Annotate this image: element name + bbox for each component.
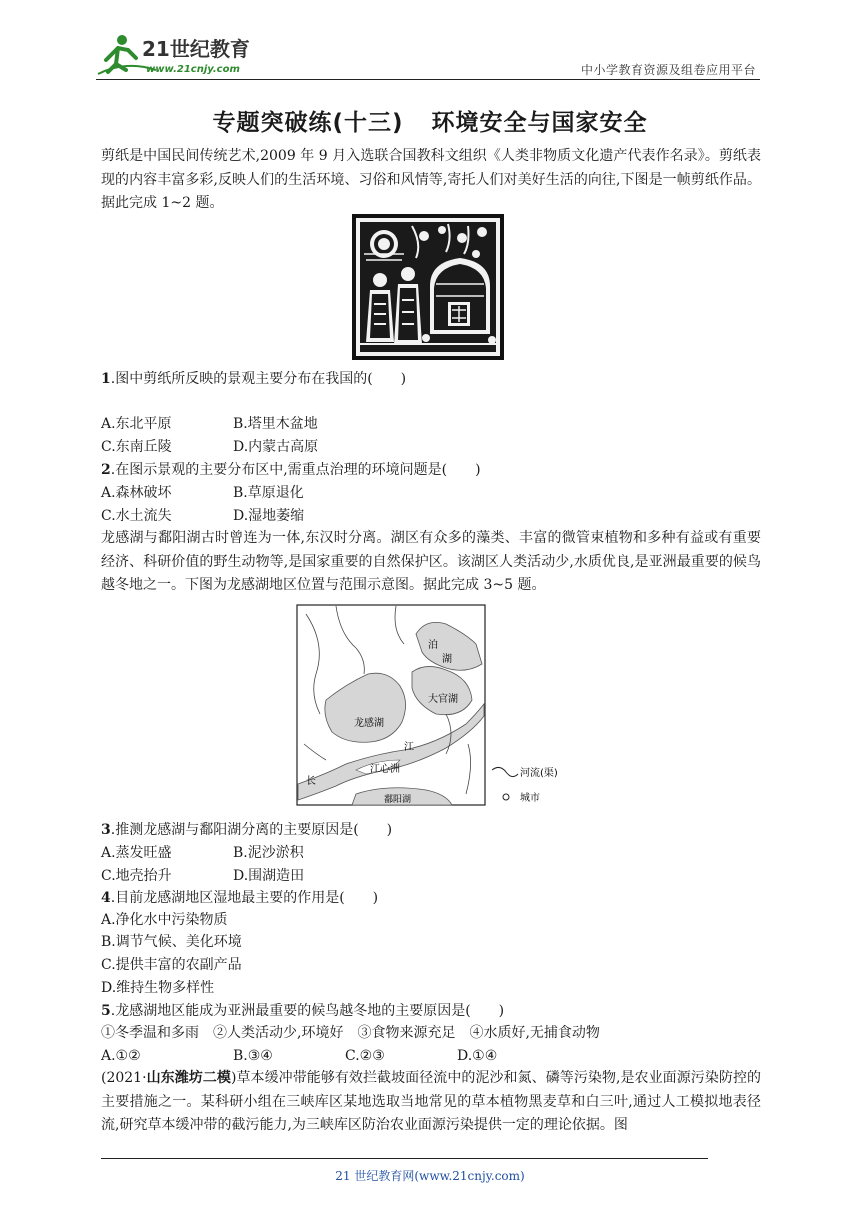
legend-river-icon (492, 767, 518, 776)
q1-option-d[interactable]: D.内蒙古高原 (233, 439, 319, 455)
q5-option-c[interactable]: C.②③ (345, 1048, 385, 1064)
q3-option-b[interactable]: B.泥沙淤积 (233, 845, 304, 861)
q1-option-c[interactable]: C.东南丘陵 (101, 439, 172, 455)
q3-option-a[interactable]: A.蒸发旺盛 (101, 845, 172, 861)
q2-option-d[interactable]: D.湿地萎缩 (233, 508, 305, 524)
label-jiangxinzhou: 江心洲 (370, 764, 400, 775)
platform-name: 中小学教育资源及组卷应用平台 (580, 63, 756, 77)
header-rule (96, 79, 760, 80)
paper-cutting-figure (352, 214, 504, 360)
label-chang: 长 (306, 776, 316, 787)
q5-option-a[interactable]: A.①② (101, 1048, 141, 1064)
intro-buffer-strip: (2021·山东潍坊二模)草本缓冲带能够有效拦截坡面径流中的泥沙和氮、磷等污染物,是农业面源污染防控的主要措施之一。某科研小组在三峡库区某地选取当地常见的草本植物黑麦草和白三叶,通过人工模拟地表径流,研究草本缓冲带的截污能力,为三峡库区防治农业面源污染提供一定的理论依据。图 (101, 1070, 762, 1133)
label-bo: 泊 (428, 640, 438, 651)
q4-option-a[interactable]: A.净化水中污染物质 (101, 912, 228, 928)
footer-link[interactable]: 21 世纪教育网(www.21cnjy.com) (335, 1169, 525, 1183)
q5-option-b[interactable]: B.③④ (233, 1048, 273, 1064)
label-hu: 湖 (442, 654, 452, 665)
legend-river: 河流(渠) (520, 768, 558, 779)
footer-rule (101, 1158, 708, 1159)
q2-option-b[interactable]: B.草原退化 (233, 485, 304, 501)
q1-option-b[interactable]: B.塔里木盆地 (233, 416, 318, 432)
label-jiang: 江 (404, 742, 414, 753)
page-title (0, 104, 860, 137)
q4-option-d[interactable]: D.维持生物多样性 (101, 980, 215, 996)
q2-option-a[interactable]: A.森林破坏 (101, 485, 172, 501)
label-dagong: 大官湖 (428, 694, 458, 705)
q4-option-c[interactable]: C.提供丰富的农副产品 (101, 957, 242, 973)
intro-longgan-lake: 龙感湖与鄱阳湖古时曾连为一体,东汉时分离。湖区有众多的藻类、丰富的微管束植物和多种有益或有重要经济、科研价值的野生动物等,是国家重要的自然保护区。该湖区人类活动少,水质优良,是亚洲最重要的候鸟越冬地之一。下图为龙感湖地区位置与范围示意图。据此完成 3~5 题。 (101, 530, 761, 593)
q1-option-a[interactable]: A.东北平原 (101, 416, 172, 432)
q5-option-d[interactable]: D.①④ (457, 1048, 498, 1064)
page-header (96, 30, 760, 80)
svg-text:21世纪教育: 21世纪教育 (142, 37, 250, 61)
q5-statements: ①冬季温和多雨 ②人类活动少,环境好 ③食物来源充足 ④水质好,无捕食动物 (101, 1025, 600, 1041)
legend-city: 城市 (520, 793, 540, 804)
q3-option-d[interactable]: D.围湖造田 (233, 868, 305, 884)
label-poyang: 鄱阳湖 (384, 795, 412, 805)
question-4: 4.目前龙感湖地区湿地最主要的作用是( ) (101, 890, 379, 906)
intro-paper-cutting: 剪纸是中国民间传统艺术,2009 年 9 月入选联合国教科文组织《人类非物质文化遗产代表作名录》。剪纸表现的内容丰富多彩,反映人们的生活环境、习俗和风情等,寄托人们对美好生活的向往,下图是一帧剪纸作品。据此完成 1~2 题。 (101, 148, 761, 211)
question-2: 2.在图示景观的主要分布区中,需重点治理的环境问题是( ) (101, 462, 481, 478)
question-1: 1.图中剪纸所反映的景观主要分布在我国的( ) (101, 371, 407, 387)
legend-city-icon (503, 794, 509, 800)
question-3: 3.推测龙感湖与鄱阳湖分离的主要原因是( ) (101, 822, 393, 838)
question-5: 5.龙感湖地区能成为亚洲最重要的候鸟越冬地的主要原因是( ) (101, 1003, 505, 1019)
logo (96, 30, 266, 78)
title-part2: 环境安全与国家安全 (431, 110, 648, 136)
svg-text:www.21cnjy.com: www.21cnjy.com (146, 64, 240, 75)
longgan-lake-map (296, 604, 566, 808)
label-longgan: 龙感湖 (354, 718, 384, 729)
q3-option-c[interactable]: C.地壳抬升 (101, 868, 172, 884)
q2-option-c[interactable]: C.水土流失 (101, 508, 172, 524)
title-part1: 专题突破练(十三) (212, 110, 404, 136)
yurt-icon (430, 258, 490, 334)
q4-option-b[interactable]: B.调节气候、美化环境 (101, 934, 242, 950)
